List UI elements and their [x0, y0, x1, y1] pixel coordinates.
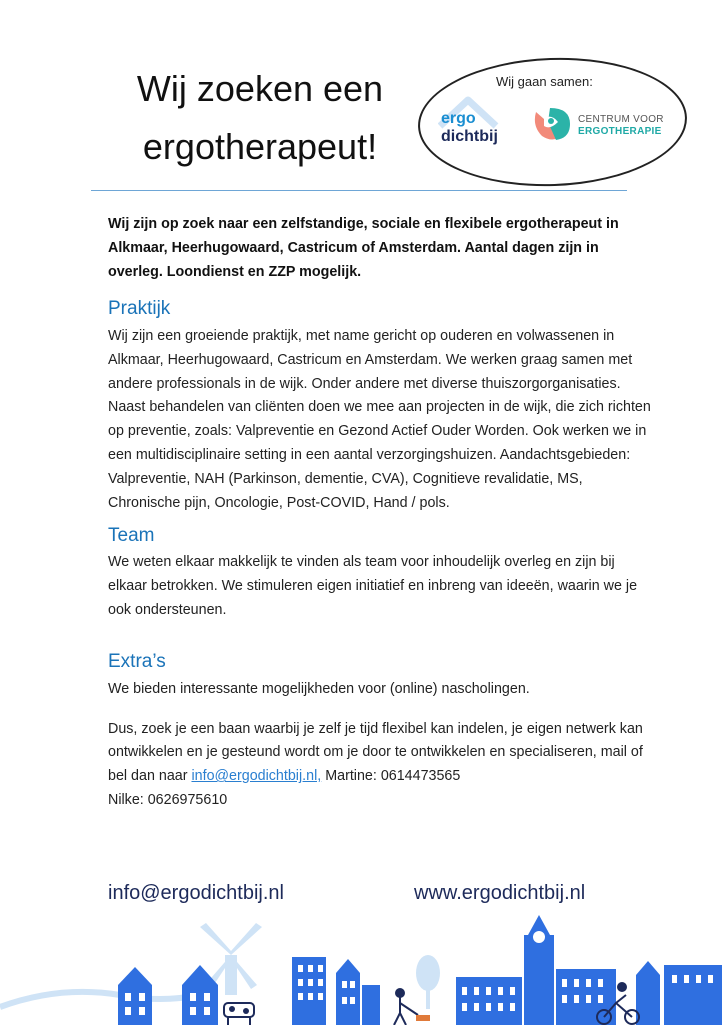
- phone-nilke: Nilke: 0626975610: [108, 791, 228, 808]
- ergo-logo-word-2: dichtbij: [441, 128, 498, 145]
- header-divider: [91, 190, 627, 191]
- closing-paragraph: [108, 718, 653, 813]
- cvo-logo-line-1: CENTRUM VOOR: [578, 114, 664, 125]
- walker-with-dog-icon: [394, 989, 430, 1025]
- clock-icon: [533, 931, 545, 943]
- left-houses: [118, 965, 218, 1025]
- cow-icon: [224, 1003, 254, 1025]
- footer-email[interactable]: info@ergodichtbij.nl: [108, 882, 284, 904]
- tree-icon: [416, 955, 440, 1009]
- ergo-logo-word-1: ergo: [441, 110, 476, 127]
- church-tower-buildings: [456, 915, 722, 1025]
- section-body-praktijk: Wij zijn een groeiende praktijk, met name gericht op ouderen en volwassenen in Alkmaar, Heerhugowaard, Castricum en Amsterdam. We werken graag samen met andere professionals in de wijk. Onder andere met diverse thuiszorgorganisaties. Naast behandelen van cliënten doen we mee aan projecten in de wijk, die zich richten op preventie, zoals: Valpreventie en Gezond Actief Ouder Worden. Ook werken we in een multidisciplinaire setting in een aantal verzorgingshuizen. Aandachtsgebieden: Valpreventie, NAH (Parkinson, dementie, CVA), Cognitieve revalidatie, MS, Chronische pijn, Oncologie, Post-COVID, Hand / pols.: [108, 328, 651, 511]
- email-link[interactable]: info@ergodichtbij.nl,: [191, 768, 322, 785]
- section-body-team: We weten elkaar makkelijk te vinden als team voor inhoudelijk overleg en zijn bij elkaar betrokken. We stimuleren eigen initiatief en inbreng van ideeën, waarin we je ook ondersteunen.: [108, 554, 638, 618]
- cvo-logo-line-2: ERGOTHERAPIE: [578, 126, 662, 137]
- main-content: [108, 212, 653, 813]
- intro-text: Wij zijn op zoek naar een zelfstandige, sociale en flexibele ergotherapeut in Alkmaar, Heerhugowaard, Castricum of Amsterdam. Aantal dagen zijn in overleg. Loondienst en ZZP mogelijk.: [108, 216, 619, 280]
- phone-martine: Martine: 0614473565: [321, 768, 461, 785]
- centrum-ergotherapie-logo-icon: [530, 104, 574, 144]
- page-title: [110, 60, 410, 176]
- city-skyline-illustration: [0, 915, 722, 1025]
- section-heading-team: Team: [108, 525, 155, 547]
- center-buildings: [292, 957, 380, 1025]
- title-line-2: ergotherapeut!: [142, 126, 378, 167]
- section-heading-praktijk: Praktijk: [108, 298, 171, 319]
- section-body-extras: We bieden interessante mogelijkheden voor (online) nascholingen.: [108, 680, 530, 697]
- section-heading-extras: Extra’s: [108, 650, 166, 672]
- footer-website[interactable]: www.ergodichtbij.nl: [414, 882, 586, 904]
- partner-tagline: Wij gaan samen:: [496, 74, 593, 89]
- closing-text: Dus, zoek je een baan waarbij je zelf je tijd flexibel kan indelen, je eigen netwerk kan ontwikkelen en je gesteund wordt om je door te ontwikkelen en specialiseren, mail of bel dan naar: [108, 720, 643, 785]
- title-line-1: Wij zoeken een: [136, 68, 384, 109]
